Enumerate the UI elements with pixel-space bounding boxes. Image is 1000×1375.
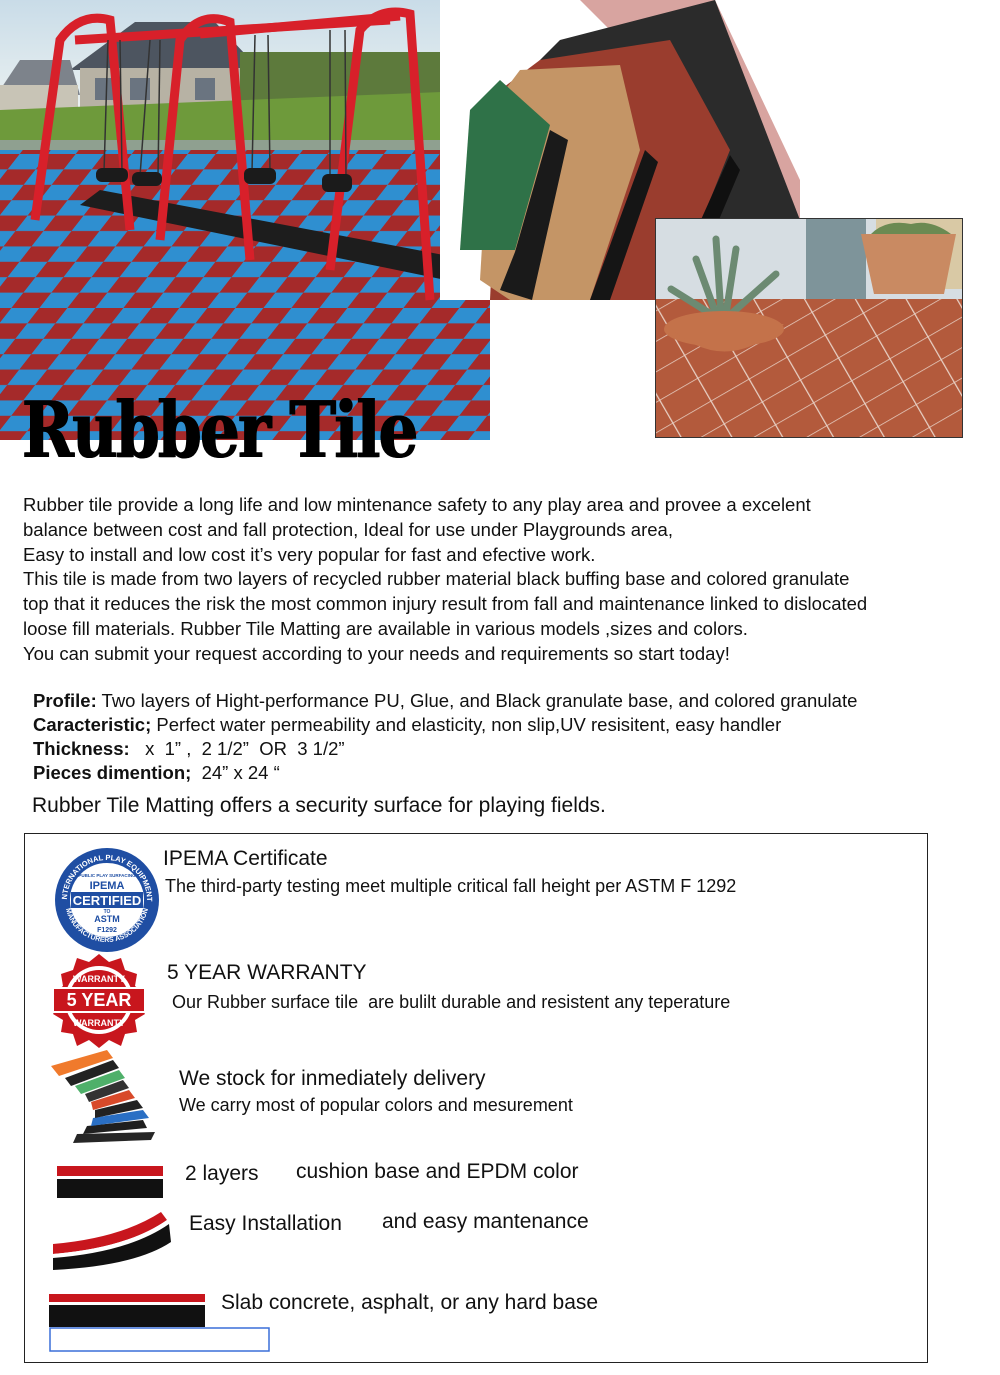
patio-illustration [656, 219, 963, 438]
spec-label: Caracteristic; [33, 714, 152, 735]
features-box [24, 833, 928, 1363]
playground-illustration [0, 0, 490, 440]
tile-stack-icon [43, 1048, 167, 1148]
ipema-desc: The third-party testing meet multiple critical fall height per ASTM F 1292 [165, 876, 737, 896]
warranty-badge-icon [51, 952, 147, 1048]
curved-tile-icon [51, 1208, 173, 1270]
ipema-badge-icon [53, 846, 161, 954]
playground-photo [0, 0, 490, 440]
f1292-label: F1292 [97, 927, 117, 934]
install-desc: and easy mantenance [382, 1210, 589, 1233]
spec-label: Profile: [33, 690, 97, 711]
warranty-top-text: WARRANTY [73, 974, 125, 984]
patio-photo [655, 218, 963, 438]
intro-line: balance between cost and fall protection, Ideal for use under Playgrounds area, [23, 518, 673, 540]
spec-label: Pieces dimention; [33, 762, 192, 783]
layers-desc: cushion base and EPDM color [296, 1160, 579, 1183]
install-title: Easy Installation [189, 1212, 342, 1235]
intro-line: This tile is made from two layers of recycled rubber material black buffing base and colored granulate [23, 568, 850, 590]
spec-caracteristic [33, 713, 993, 737]
tagline: Rubber Tile Matting offers a security surface for playing fields. [32, 794, 606, 817]
stock-title: We stock for inmediately delivery [179, 1067, 486, 1090]
certified-label: CERTIFIED [72, 893, 142, 908]
intro-line: Rubber tile provide a long life and low mintenance safety to any play area and provee a excelent [23, 494, 811, 515]
to-label: TO [103, 909, 111, 915]
intro-paragraph [23, 493, 993, 667]
spec-value: Two layers of Hight-performance PU, Glue, and Black granulate base, and colored granulate [96, 690, 858, 711]
ipema-small-text: PUBLIC PLAY SURFACING [78, 873, 136, 878]
page-title: Rubber Tile [22, 385, 417, 476]
warranty-desc: Our Rubber surface tile are bulilt durable and resistent any teperature [167, 992, 731, 1012]
specs-list [33, 689, 993, 785]
ipema-title: IPEMA Certificate [163, 847, 328, 870]
spec-thickness [33, 737, 993, 761]
ipema-label: IPEMA [89, 880, 125, 892]
ipema-ring-bottom: MANUFACTURERS ASSOCIATION [63, 907, 151, 945]
layers-title: 2 layers [185, 1162, 259, 1185]
warranty-bottom-text: WARRANTY [73, 1018, 125, 1028]
warranty-main-text: 5 YEAR [66, 990, 132, 1010]
base-title: Slab concrete, asphalt, or any hard base [221, 1291, 599, 1314]
spec-label: Thickness: [33, 738, 130, 759]
ipema-ring-top: NTERNATIONAL PLAY EQUIPMENT [59, 852, 155, 902]
two-layers-icon [57, 1166, 163, 1198]
spec-value: 24” x 24 “ [191, 762, 280, 783]
stock-desc: We carry most of popular colors and mesurement [179, 1095, 573, 1115]
intro-line: top that it reduces the risk the most common injury result from fall and maintenance linked to dislocated [23, 593, 868, 615]
intro-line: You can submit your request according to your needs and requirements so start today! [23, 642, 730, 664]
intro-line: loose fill materials. Rubber Tile Matting are available in various models ,sizes and colors. [23, 617, 748, 639]
spec-profile [33, 689, 993, 713]
spec-pieces [33, 761, 993, 785]
astm-label: ASTM [94, 914, 120, 924]
intro-line: Easy to install and low cost it’s very popular for fast and efective work. [23, 543, 596, 565]
warranty-title: 5 YEAR WARRANTY [167, 961, 367, 984]
spec-value: x 1” , 2 1/2” OR 3 1/2” [129, 738, 345, 759]
spec-value: Perfect water permeability and elasticity, non slip,UV resisitent, easy handler [151, 714, 782, 735]
